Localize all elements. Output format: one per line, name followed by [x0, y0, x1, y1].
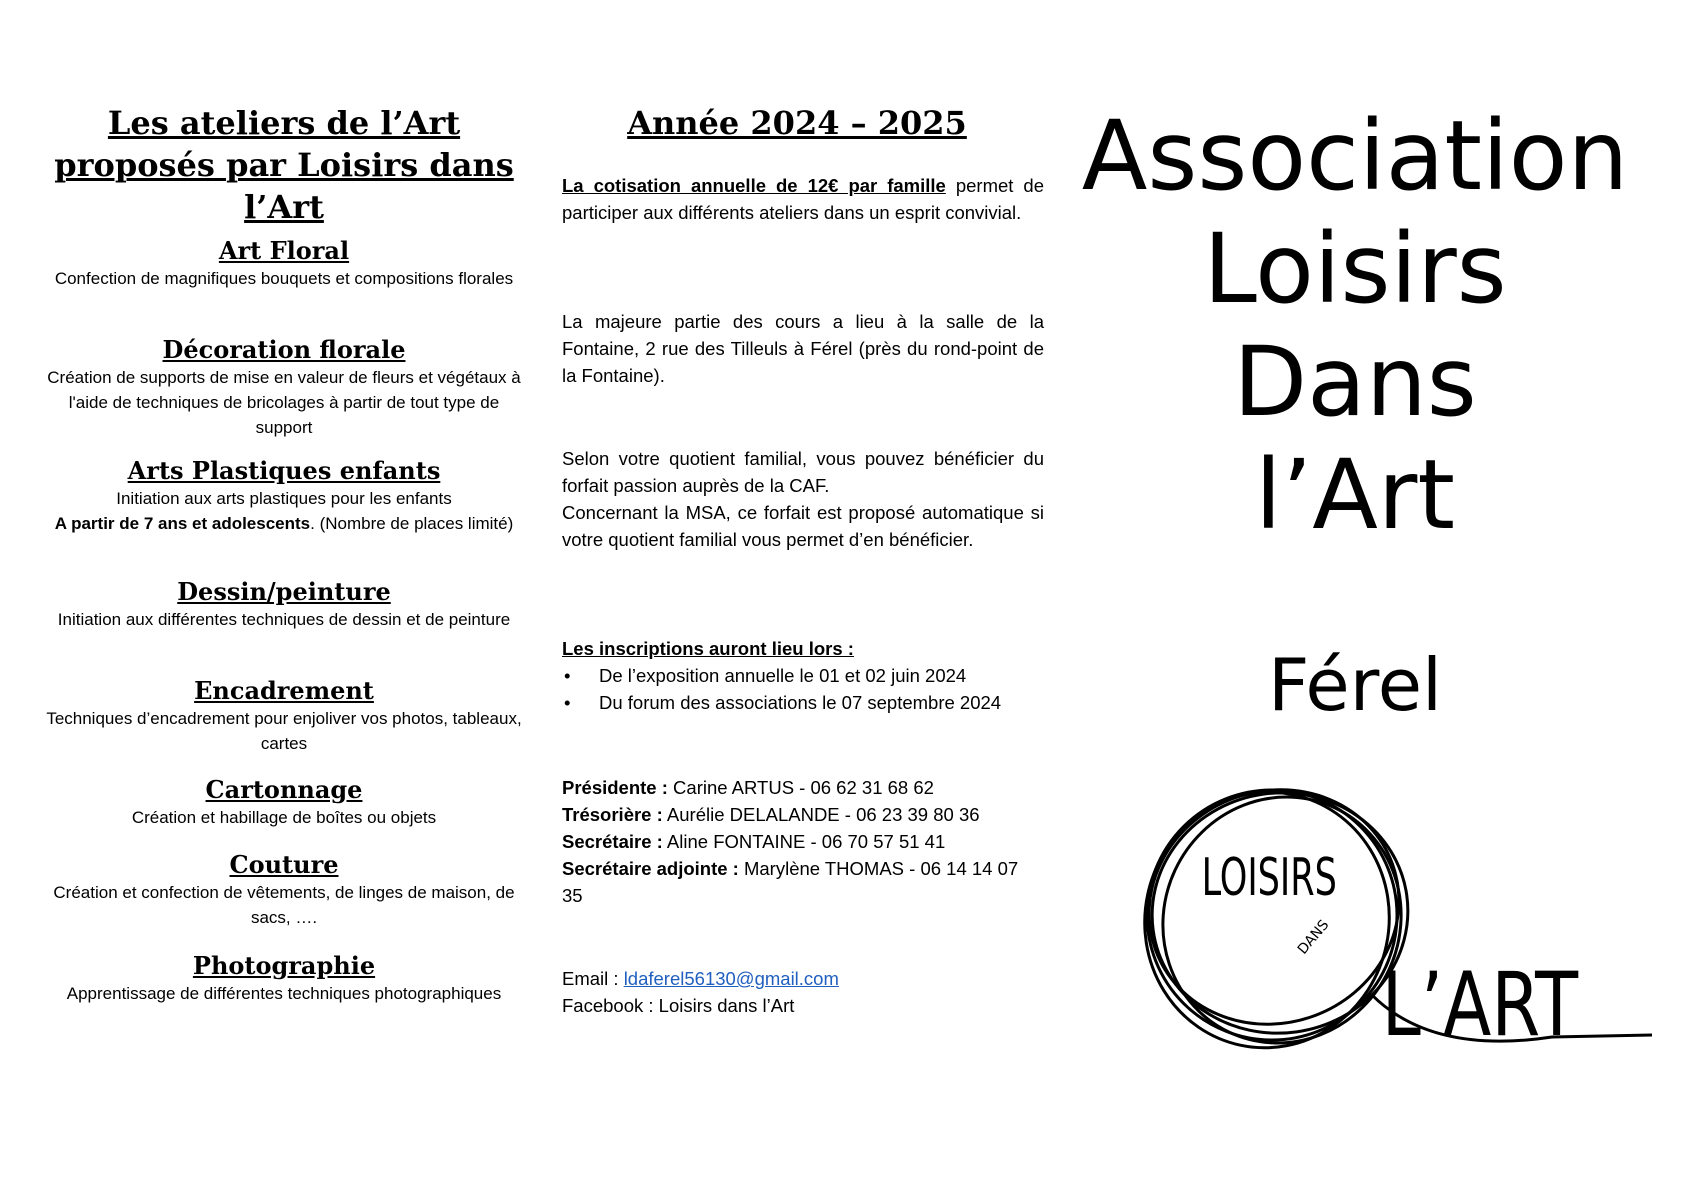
social-block — [562, 965, 1044, 1019]
logo-word-dans: DANS — [1294, 917, 1333, 958]
aides-text — [562, 445, 1044, 553]
association-name — [1070, 100, 1640, 552]
atelier-name: Couture — [229, 850, 339, 879]
logo-word-loisirs: LOISIRS — [1201, 846, 1337, 908]
contact-value: Aline FONTAINE - 06 70 57 51 41 — [662, 831, 946, 852]
atelier-cartonnage — [44, 775, 524, 830]
atelier-dessin-peinture — [44, 577, 524, 632]
contact-secretaire-adjointe — [562, 855, 1032, 909]
list-item: • Du forum des associations le 07 septembre 2024 — [562, 689, 1044, 716]
atelier-couture — [44, 850, 524, 930]
atelier-name: Cartonnage — [205, 775, 363, 804]
atelier-arts-plastiques — [44, 456, 524, 536]
contact-role: Secrétaire adjointe : — [562, 858, 739, 879]
association-line: l’Art — [1255, 439, 1455, 551]
inscriptions-list — [562, 662, 1044, 716]
contact-value: Marylène THOMAS - 06 14 14 07 35 — [562, 858, 1019, 906]
contact-role: Secrétaire : — [562, 831, 663, 852]
atelier-name: Art Floral — [218, 236, 350, 265]
atelier-desc: Création et habillage de boîtes ou objets — [131, 808, 437, 827]
inscriptions-title: Les inscriptions auront lieu lors : — [562, 638, 854, 659]
atelier-name: Décoration florale — [162, 335, 406, 364]
cotisation-rest: permet de participer aux différents ateliers dans un esprit convivial. — [562, 175, 1044, 223]
atelier-desc: Apprentissage de différentes techniques photographiques — [66, 984, 502, 1003]
contact-value: Aurélie DELALANDE - 06 23 39 80 36 — [662, 804, 980, 825]
atelier-name: Dessin/peinture — [177, 577, 391, 606]
contact-role: Trésorière : — [562, 804, 663, 825]
atelier-age-range: A partir de 7 ans et adolescents — [54, 514, 311, 533]
atelier-desc — [44, 486, 524, 536]
ateliers-title: Les ateliers de l’Art proposés par Loisirs dans l’Art — [54, 104, 514, 226]
association-line: Dans — [1233, 326, 1477, 438]
facebook-line: Facebook : Loisirs dans l’Art — [562, 995, 795, 1016]
atelier-desc: Techniques d’encadrement pour enjoliver vos photos, tableaux, cartes — [46, 709, 522, 753]
cotisation-amount: La cotisation annuelle de 12€ par famille — [562, 175, 946, 196]
contact-secretaire — [562, 828, 1032, 855]
atelier-desc: Initiation aux différentes techniques de dessin et de peinture — [57, 610, 511, 629]
inscriptions-block — [562, 635, 1044, 716]
contacts-block — [562, 774, 1032, 909]
contact-tresoriere — [562, 801, 1032, 828]
contact-role: Présidente : — [562, 777, 668, 798]
list-item: • De l’exposition annuelle le 01 et 02 juin 2024 — [562, 662, 1044, 689]
association-logo — [1132, 775, 1672, 1065]
year-title: Année 2024 – 2025 — [627, 104, 967, 142]
atelier-photographie — [44, 951, 524, 1006]
atelier-decoration-florale — [44, 335, 524, 440]
atelier-art-floral — [44, 236, 524, 291]
atelier-name: Photographie — [192, 951, 376, 980]
cotisation-text — [562, 172, 1044, 226]
atelier-encadrement — [44, 676, 524, 756]
association-line: Association — [1081, 100, 1629, 212]
atelier-name: Arts Plastiques enfants — [127, 456, 441, 485]
atelier-desc: Création et confection de vêtements, de linges de maison, de sacs, …. — [53, 883, 515, 927]
email-line — [562, 965, 1044, 992]
lieu-text: La majeure partie des cours a lieu à la salle de la Fontaine, 2 rue des Tilleuls à Férel (près du rond-point de la Fontaine). — [562, 311, 1044, 386]
atelier-name: Encadrement — [194, 676, 374, 705]
email-label: Email : — [562, 968, 624, 989]
caf-text: Selon votre quotient familial, vous pouvez bénéficier du forfait passion auprès de la CAF. — [562, 448, 1044, 496]
town-name: Férel — [1267, 643, 1443, 727]
association-line: Loisirs — [1203, 213, 1507, 325]
contact-value: Carine ARTUS - 06 62 31 68 62 — [667, 777, 934, 798]
atelier-desc: Création de supports de mise en valeur de fleurs et végétaux à l'aide de techniques de bricolages à partir de tout type de support — [47, 368, 521, 437]
email-link[interactable]: ldaferel56130@gmail.com — [623, 968, 839, 989]
atelier-desc-line: Initiation aux arts plastiques pour les enfants — [116, 489, 452, 508]
msa-text: Concernant la MSA, ce forfait est proposé automatique si votre quotient familial vous permet d’en bénéficier. — [562, 502, 1044, 550]
contact-presidente — [562, 774, 1032, 801]
atelier-desc-rest: . (Nombre de places limité) — [310, 514, 514, 533]
atelier-desc: Confection de magnifiques bouquets et compositions florales — [54, 269, 514, 288]
logo-word-art: L’ART — [1381, 953, 1579, 1056]
